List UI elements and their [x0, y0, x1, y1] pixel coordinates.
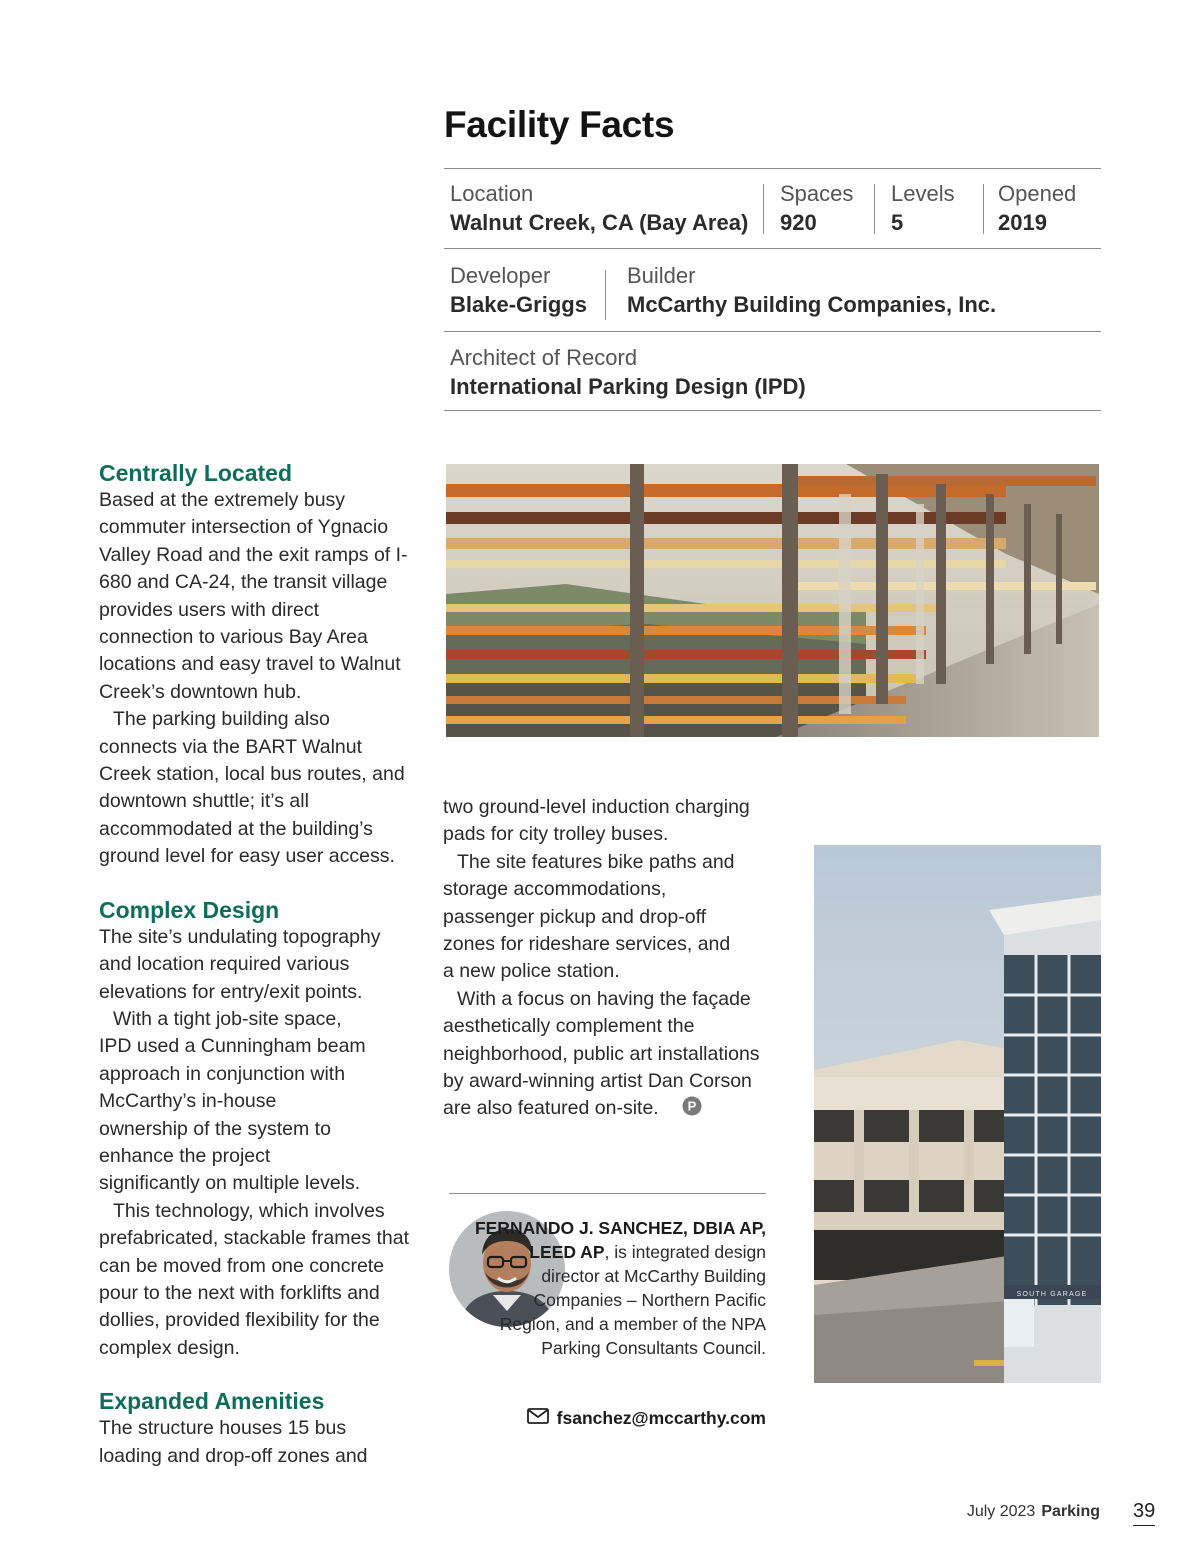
- fact-architect-value: International Parking Design (IPD): [450, 374, 806, 399]
- page-footer: [967, 1503, 1100, 1521]
- fact-opened-label: Opened: [998, 181, 1077, 206]
- fact-location-value: Walnut Creek, CA (Bay Area): [450, 210, 749, 235]
- article-left-column: [99, 460, 411, 1496]
- author-email[interactable]: fsanchez@mccarthy.com: [556, 1408, 766, 1428]
- paragraph: two ground-level induction charging pads for city trolley buses.: [443, 796, 750, 846]
- facts-rule: [444, 331, 1101, 332]
- fact-spaces-label: Spaces: [780, 181, 854, 206]
- fact-architect-label: Architect of Record: [450, 345, 638, 370]
- parking-end-mark-icon: [668, 1096, 702, 1124]
- art-installation-image: [446, 464, 1099, 737]
- facts-rule: [444, 248, 1101, 249]
- paragraph: The structure houses 15 bus loading and drop-off zones and: [99, 1417, 368, 1467]
- section-heading: Expanded Amenities: [99, 1388, 325, 1415]
- paragraph: With a focus on having the façade aesthetically complement the neighborhood, public art installations by award-winning artist Dan Corson are also featured on-site. P: [443, 986, 763, 1125]
- section-expanded-amenities: [99, 1388, 411, 1470]
- fact-opened-value: 2019: [998, 210, 1047, 235]
- svg-text:P: P: [687, 1098, 697, 1114]
- facts-rule-bottom: [444, 410, 1101, 411]
- section-heading: Complex Design: [99, 896, 280, 923]
- author-name: FERNANDO J. SANCHEZ, DBIA AP, LEED AP: [474, 1218, 766, 1262]
- paragraph: The site features bike paths and storage accommodations, passenger pickup and drop-off zones for rideshare services, and a new police station.: [443, 850, 735, 983]
- fact-spaces-value: 920: [780, 210, 817, 235]
- fact-spaces: [780, 180, 853, 238]
- facts-divider: [874, 184, 875, 234]
- section-complex-design: [99, 897, 411, 1363]
- section-heading: Centrally Located: [99, 460, 292, 486]
- fact-levels-label: Levels: [891, 181, 955, 206]
- fact-opened: [998, 180, 1076, 238]
- facility-facts-title: Facility Facts: [444, 104, 675, 145]
- garage-exterior-image: [814, 845, 1101, 1383]
- fact-levels-value: 5: [891, 210, 904, 235]
- south-garage-sign: SOUTH GARAGE: [1016, 1291, 1088, 1298]
- art-installation-photo: [446, 464, 1099, 737]
- fact-levels: [891, 180, 955, 238]
- mail-icon: [527, 1408, 549, 1429]
- page-number: 39: [1133, 1500, 1155, 1526]
- fact-developer: [450, 262, 587, 320]
- paragraph: The parking building also connects via the BART Walnut Creek station, local bus routes, and downtown shuttle; it’s all accommodated at the building’s ground level for easy user access.: [99, 708, 405, 868]
- fact-developer-value: Blake-Griggs: [450, 292, 587, 317]
- footer-publication: Parking: [1041, 1503, 1100, 1520]
- fact-developer-label: Developer: [450, 263, 551, 288]
- paragraph: This technology, which involves prefabricated, stackable frames that can be moved from one concrete pour to the next with forklifts and dollies, provided flexibility for the complex design.: [99, 1199, 409, 1359]
- fact-architect: [450, 344, 806, 402]
- facts-divider: [763, 184, 764, 234]
- footer-date: July 2023: [966, 1503, 1036, 1520]
- fact-location-label: Location: [450, 181, 534, 206]
- author-divider: [449, 1193, 766, 1194]
- author-bio: [470, 1216, 766, 1360]
- garage-exterior-photo: [814, 845, 1101, 1383]
- fact-builder: [627, 262, 996, 320]
- facts-rule-top: [444, 168, 1101, 169]
- paragraph: Based at the extremely busy commuter intersection of Ygnacio Valley Road and the exit ramps of I-680 and CA-24, the transit village provides users with direct connection to various Bay Area locations and easy travel to Walnut Creek’s downtown hub.: [99, 489, 408, 703]
- article-middle-column: [443, 794, 768, 1125]
- section-centrally-located: [99, 460, 411, 871]
- fact-builder-value: McCarthy Building Companies, Inc.: [627, 292, 997, 317]
- facts-divider: [605, 270, 606, 320]
- fact-location: [450, 180, 748, 238]
- author-bio-text: , is integrated design director at McCarthy Building Companies – Northern Pacific Region, and a member of the NPA Parking Consultants Council.: [499, 1242, 766, 1358]
- paragraph: The site’s undulating topography and location required various elevations for entry/exit points.: [99, 925, 381, 1003]
- fact-builder-label: Builder: [627, 263, 696, 288]
- paragraph: With a tight job-site space, IPD used a Cunningham beam approach in conjunction with McCarthy’s in-house ownership of the system to enhance the project significantly on multiple levels.: [99, 1007, 366, 1195]
- facts-divider: [983, 184, 984, 234]
- author-email-line: [527, 1408, 766, 1429]
